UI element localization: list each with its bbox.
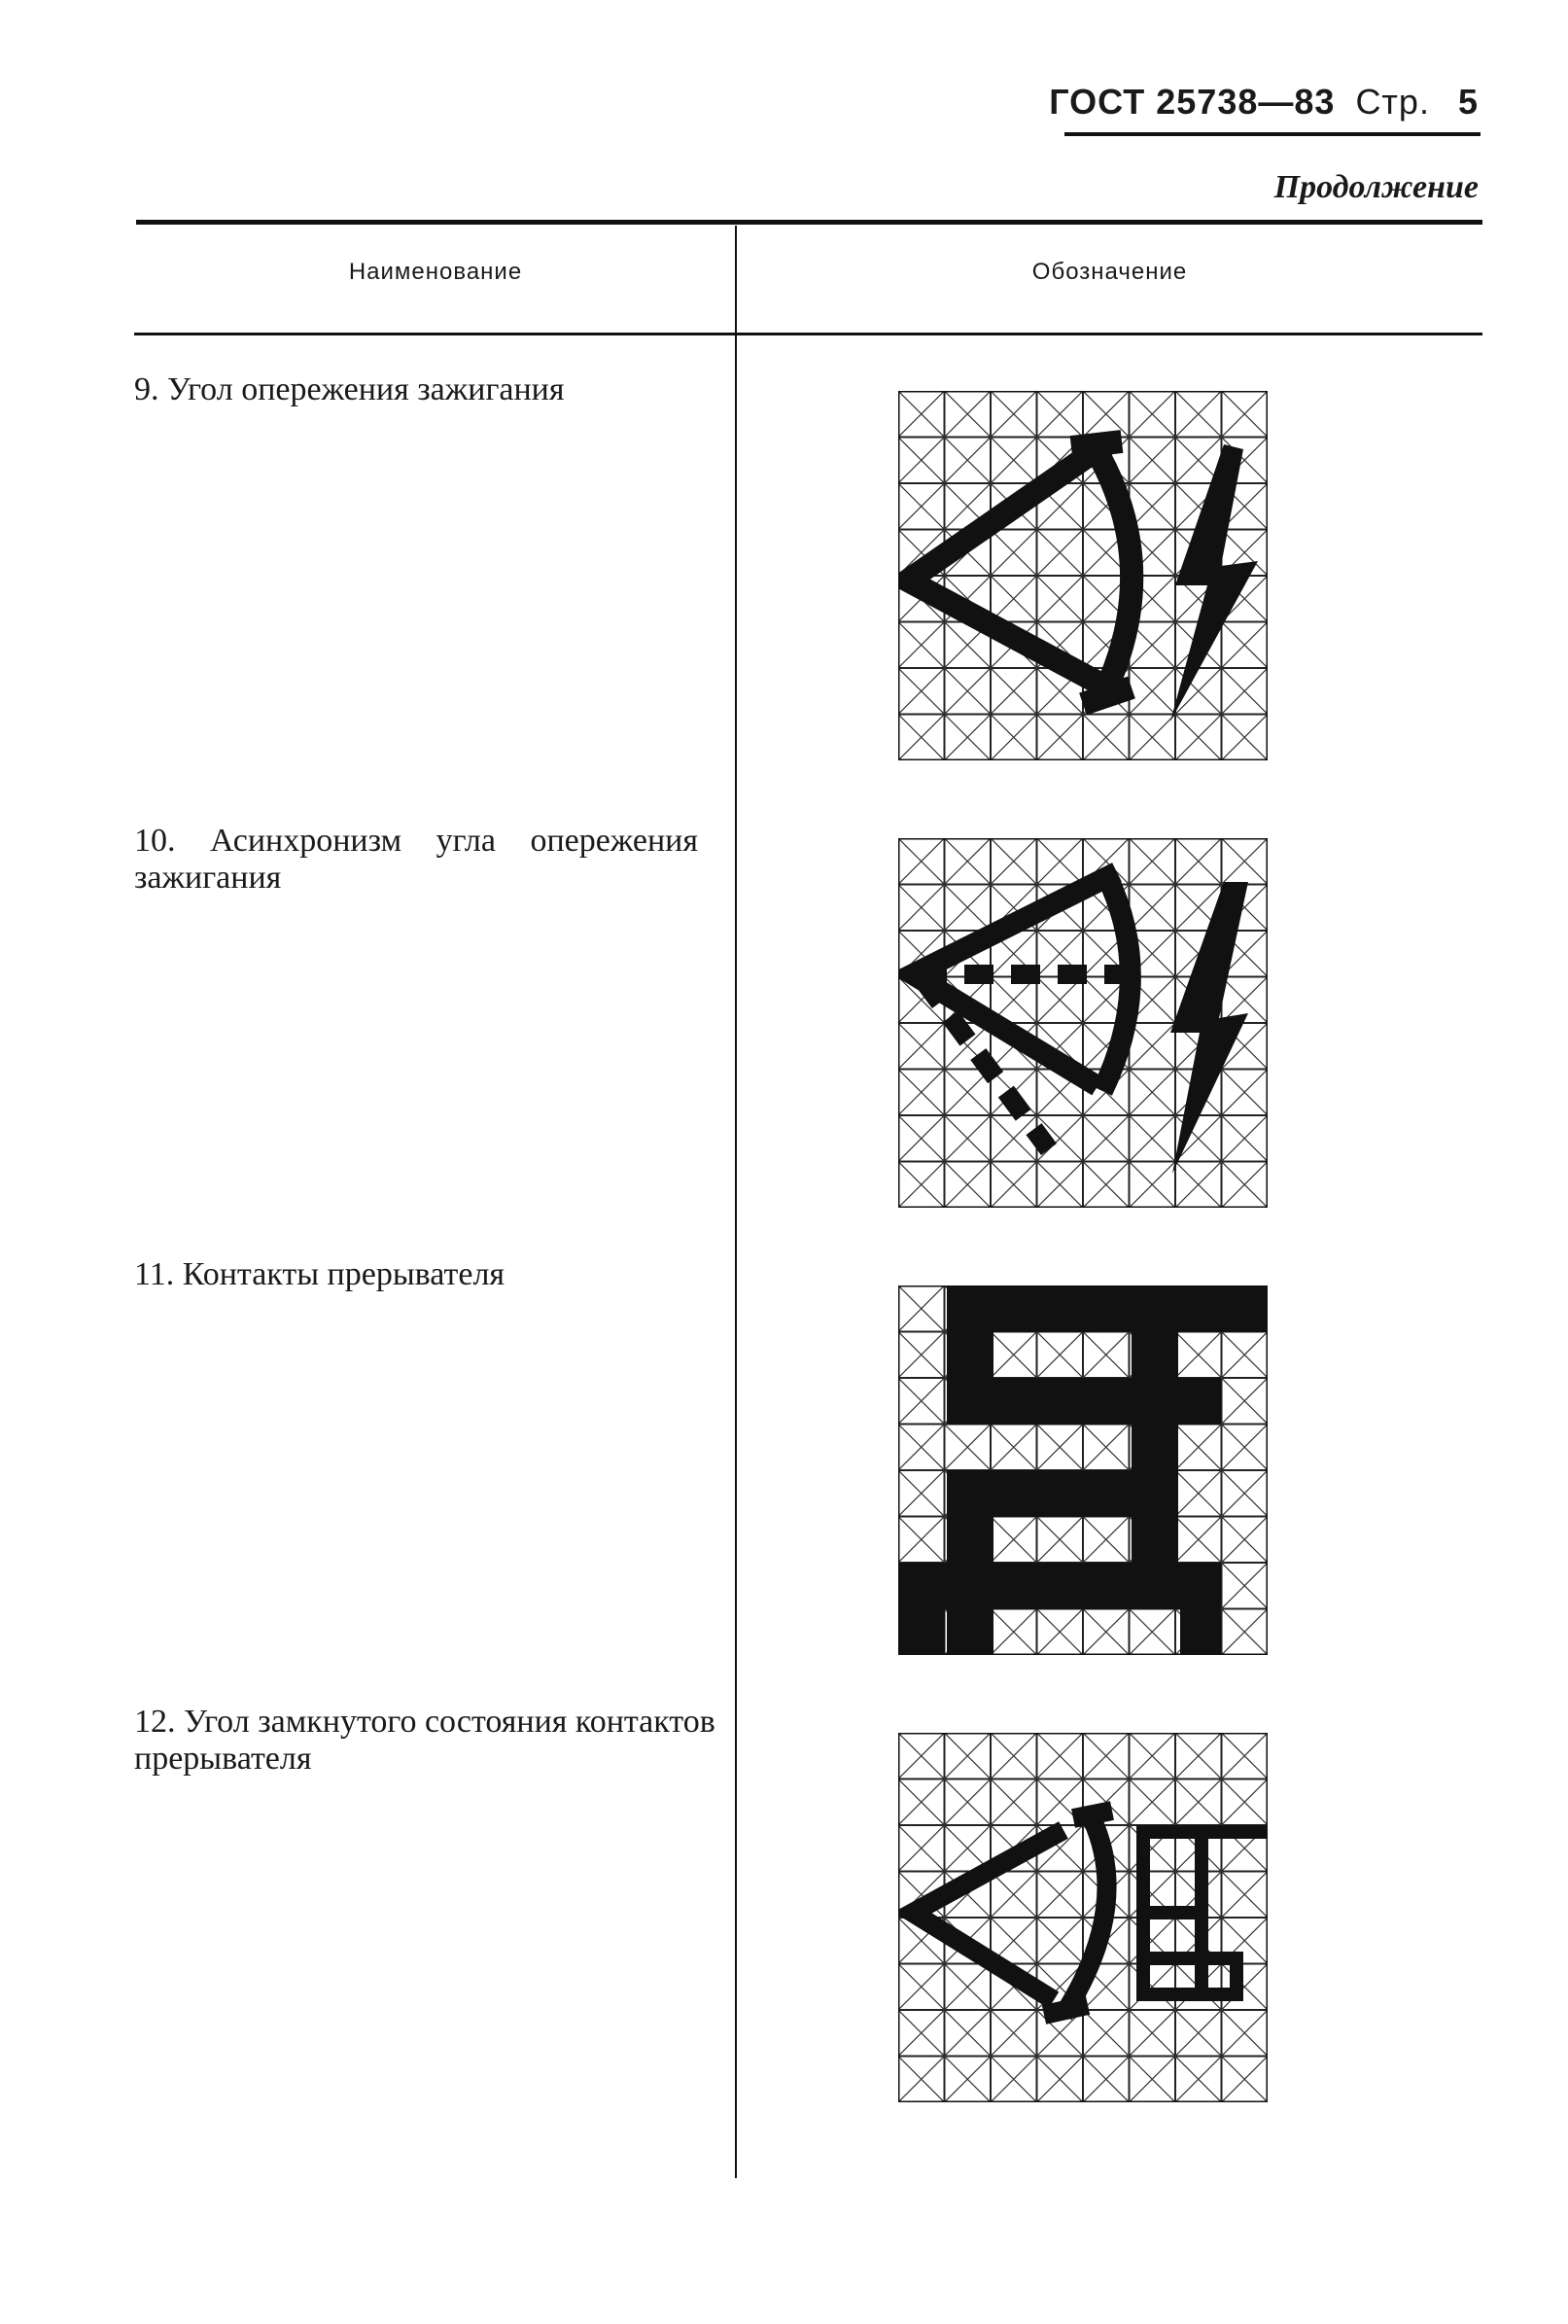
row-9-name: 9. Угол опережения зажигания	[134, 371, 565, 407]
dwell-angle-symbol	[898, 1733, 1268, 2102]
page-number: 5	[1457, 82, 1479, 122]
row-10-name: 10. Асинхронизм угла опережения зажигания	[134, 823, 698, 896]
table-header-rule	[134, 333, 1482, 335]
column-header-name: Наименование	[348, 259, 523, 285]
ignition-advance-asynchronism-symbol	[898, 838, 1268, 1208]
column-header-symbol: Обозначение	[1031, 259, 1188, 285]
row-12-name: 12. Угол замкнутого состояния контактов прерывателя	[134, 1704, 715, 1777]
table-top-rule	[136, 220, 1482, 225]
row-11-name: 11. Контакты прерывателя	[134, 1256, 505, 1292]
breaker-contacts-symbol	[898, 1285, 1268, 1655]
page-label: Стр.	[1355, 82, 1430, 122]
continuation-label: Продолжение	[1273, 169, 1479, 205]
header-underline	[1064, 132, 1481, 136]
ignition-advance-angle-symbol	[898, 391, 1268, 760]
page-header	[1049, 82, 1479, 123]
standard-number: ГОСТ 25738—83	[1049, 82, 1336, 122]
column-divider	[735, 226, 737, 2178]
